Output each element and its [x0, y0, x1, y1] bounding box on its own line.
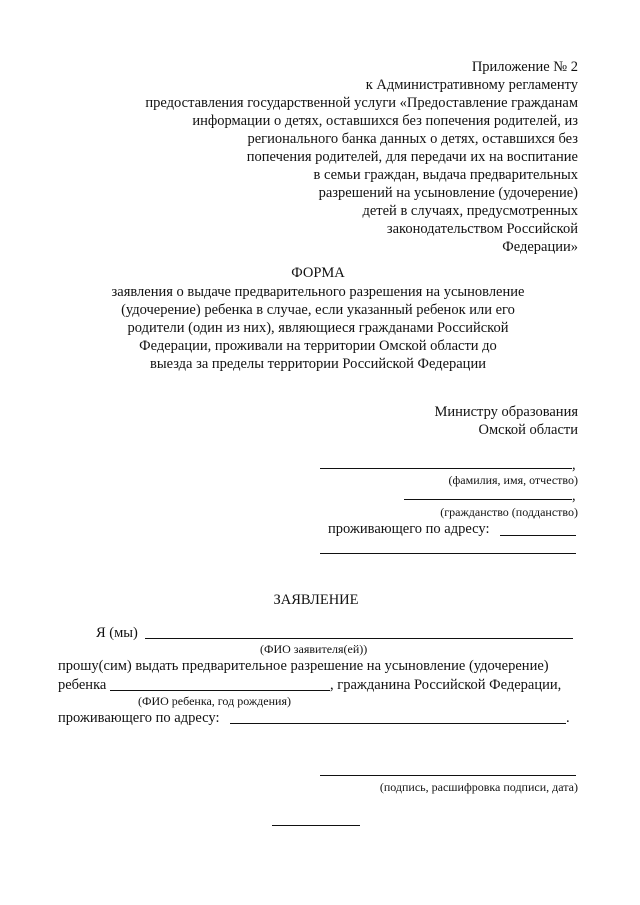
citizenship-hint: (гражданство (подданство) — [440, 505, 578, 519]
appendix-line: попечения родителей, для передачи их на воспитание — [246, 149, 578, 165]
appendix-line: предоставления государственной услуги «Предоставление гражданам — [145, 95, 578, 111]
appendix-line: Приложение № 2 — [471, 59, 578, 75]
separator-line — [272, 825, 360, 826]
addressee-line: Омской области — [478, 422, 578, 438]
appendix-line: разрешений на усыновление (удочерение) — [318, 185, 578, 201]
appendix-line: информации о детях, оставшихся без попечения родителей, из — [192, 113, 578, 129]
applicant-hint: (ФИО заявителя(ей)) — [260, 642, 368, 656]
child-fio-field[interactable] — [110, 690, 330, 691]
address-field[interactable] — [500, 535, 576, 536]
citizen-text: , гражданина Российской Федерации, — [330, 677, 562, 693]
child-address-field[interactable] — [230, 723, 566, 724]
child-hint: (ФИО ребенка, год рождения) — [138, 694, 291, 708]
appendix-line: законодательством Российской — [386, 221, 578, 237]
applicant-fio-field[interactable] — [145, 638, 573, 639]
form-description-line: выезда за пределы территории Российской Федерации — [150, 356, 486, 372]
applicant-label: Я (мы) — [96, 625, 138, 641]
fio-field[interactable] — [320, 468, 572, 469]
appendix-line: Федерации» — [502, 239, 578, 255]
form-description-line: (удочерение) ребенка в случае, если указанный ребенок или его — [121, 302, 515, 318]
appendix-line: регионального банка данных о детях, оставшихся без — [247, 131, 578, 147]
period: . — [566, 710, 570, 726]
comma: , — [572, 488, 576, 504]
addressee-line: Министру образования — [434, 404, 578, 420]
child-label: ребенка — [58, 677, 107, 693]
fio-hint: (фамилия, имя, отчество) — [448, 473, 578, 487]
signature-field[interactable] — [320, 775, 576, 776]
form-description-line: родители (один из них), являющиеся гражданами Российской — [127, 320, 509, 336]
address-label: проживающего по адресу: — [328, 521, 490, 537]
comma: , — [572, 457, 576, 473]
form-description-line: заявления о выдаче предварительного разрешения на усыновление — [111, 284, 525, 300]
signature-hint: (подпись, расшифровка подписи, дата) — [379, 780, 578, 794]
child-address-label: проживающего по адресу: — [58, 710, 220, 726]
statement-title: ЗАЯВЛЕНИЕ — [273, 592, 359, 608]
form-description-line: Федерации, проживали на территории Омской области до — [139, 338, 497, 354]
form-title: ФОРМА — [291, 265, 345, 281]
citizenship-field[interactable] — [404, 499, 572, 500]
appendix-line: к Административному регламенту — [365, 77, 578, 93]
appendix-line: в семьи граждан, выдача предварительных — [313, 167, 578, 183]
appendix-line: детей в случаях, предусмотренных — [362, 203, 578, 219]
request-text: прошу(сим) выдать предварительное разрешение на усыновление (удочерение) — [58, 658, 549, 674]
address-field-2[interactable] — [320, 553, 576, 554]
